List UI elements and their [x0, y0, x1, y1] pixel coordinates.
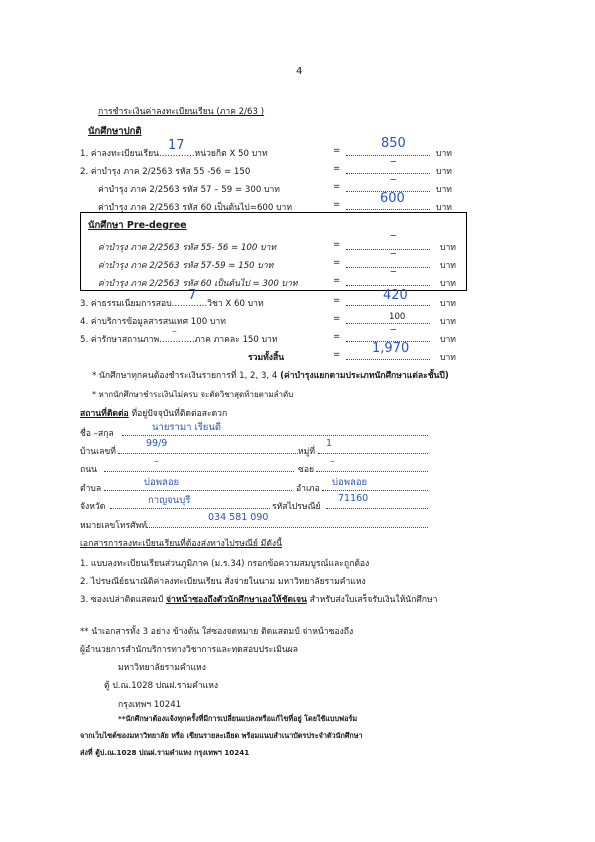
postcode-label: รหัสไปรษณีย์ [272, 502, 321, 512]
road-line[interactable] [104, 462, 294, 472]
address-line: กรุงเทพฯ 10241 [118, 700, 182, 710]
equals-sign: = [333, 258, 341, 268]
road-value: – [154, 456, 159, 467]
fee-label: ค่าบำรุง ภาค 2/2563 รหัส 57 – 59 = 300 บาท [98, 185, 280, 195]
note-incomplete-payment: * หากนักศึกษาชำระเงินไม่ครบ จะตัดวิชาสุดท้ายตามลำดับ [92, 390, 294, 399]
province-label: จังหวัด [80, 502, 106, 512]
phone-line[interactable] [146, 518, 428, 528]
fee-label: 4. ค่าบริการข้อมูลสารสนเทศ 100 บาท [80, 317, 226, 327]
road-label: ถนน [80, 465, 97, 475]
mail-doc-item-3 [80, 592, 438, 606]
address-line: มหาวิทยาลัยรามคำแหง [118, 663, 206, 673]
province-value: กาญจนบุรี [148, 495, 191, 506]
handwritten-total: 1,970 [372, 341, 410, 356]
equals-sign: = [333, 146, 341, 156]
contact-heading: สถานที่ติดต่อ [80, 409, 129, 419]
fee-label: 5. ค่ารักษาสถานภาพ.............ภาค ภาคละ 150 บาท [80, 335, 278, 345]
footnote-line: จากเว็บไซต์ของมหาวิทยาลัย หรือ เขียนรายละเอียด พร้อมแนบสำเนาบัตรประจำตัวนักศึกษา [80, 731, 363, 740]
amphoe-label: อำเภอ [296, 484, 320, 494]
send-note-2: ผู้อำนวยการสำนักบริการทางวิชาการและทดสอบประเมินผล [80, 645, 299, 655]
equals-sign: = [333, 240, 341, 250]
handwritten-qty: 17 [168, 138, 185, 153]
phone-label: หมายเลขโทรศัพท์ [80, 521, 147, 531]
total-label: รวมทั้งสิ้น [248, 353, 285, 363]
unit-label: บาท [440, 317, 456, 327]
fee-label: 1. ค่าลงทะเบียนเรียน.............หน่วยกิต X 50 บาท [80, 149, 268, 159]
house-line[interactable] [118, 444, 298, 454]
mail-doc-item: 2. ไปรษณีย์ธนาณัติค่าลงทะเบียนเรียน สั่งจ่ายในนาม มหาวิทยาลัยรามคำแหง [80, 577, 366, 587]
phone-value: 034 581 090 [208, 512, 269, 523]
note-text: * นักศึกษาทุกคนต้องชำระเงินรายการที่ 1, 2, 3, 4 [92, 371, 281, 381]
amphoe-value: บ่อพลอย [332, 477, 368, 488]
equals-sign: = [333, 276, 341, 286]
tambon-line[interactable] [104, 481, 292, 491]
handwritten-amount: – [390, 228, 397, 243]
section-predegree-heading: นักศึกษา Pre-degree [88, 220, 187, 231]
handwritten-amount: – [390, 322, 397, 337]
tambon-value: บ่อพลอย [144, 477, 180, 488]
handwritten-amount: 420 [383, 288, 408, 303]
address-line: ตู้ ป.ณ.1028 ปณฝ.รามคำแหง [104, 681, 219, 691]
section-regular-heading: นักศึกษาปกติ [88, 126, 142, 137]
send-note-1: ** นำเอกสารทั้ง 3 อย่าง ข้างต้น ใส่ซองจดหมาย ติดแสตมป์ จ่าหน้าซองถึง [80, 627, 354, 637]
equals-sign: = [333, 314, 341, 324]
soi-label: ซอย [298, 465, 315, 475]
note-bold-text: (ค่าบำรุงแยกตามประเภทนักศึกษาแต่ละชั้นปี) [280, 371, 449, 381]
fill-line [346, 240, 430, 250]
unit-label: บาท [436, 149, 452, 159]
page-title: การชำระเงินค่าลงทะเบียนเรียน (ภาค 2/63 ) [98, 107, 265, 117]
fee-label: 2. ค่าบำรุง ภาค 2/2563 รหัส 55 -56 = 150 [80, 167, 251, 177]
unit-label: บาท [440, 279, 456, 289]
house-value: 99/9 [146, 438, 168, 449]
fill-line [346, 258, 430, 268]
unit-label: บาท [436, 203, 452, 213]
handwritten-amount: – [390, 154, 397, 169]
equals-sign: = [333, 182, 341, 192]
moo-label: หมู่ที่ [298, 447, 315, 457]
printed-amount: 100 [389, 312, 406, 322]
fill-line [346, 276, 430, 286]
handwritten-amount: 600 [380, 191, 405, 206]
equals-sign: = [333, 200, 341, 210]
equals-sign: = [333, 350, 341, 360]
unit-label: บาท [436, 185, 452, 195]
note-payment-items [92, 368, 449, 382]
equals-sign: = [333, 164, 341, 174]
handwritten-amount: – [390, 172, 397, 187]
contact-heading-row [80, 406, 227, 420]
mail-docs-heading: เอกสารการลงทะเบียนเรียนที่ต้องส่งทางไปรษณีย์ มีดังนี้ [80, 539, 282, 549]
moo-value: 1 [326, 438, 333, 449]
house-label: บ้านเลขที่ [80, 447, 116, 457]
fee-label: ค่าบำรุง ภาค 2/2563 รหัส 60 เป็นต้นไป = 300 บาท [98, 279, 298, 289]
equals-sign: = [333, 296, 341, 306]
handwritten-qty: 7 [188, 288, 197, 303]
unit-label: บาท [440, 335, 456, 345]
tambon-label: ตำบล [80, 484, 102, 494]
unit-label: บาท [440, 261, 456, 271]
name-value: นายรามา เรียนดี [152, 422, 222, 433]
postcode-value: 71160 [338, 493, 369, 504]
footnote-line: ส่งที่ ตู้ป.ณ.1028 ปณฝ.รามคำแหง กรุงเทพฯ 10241 [80, 748, 250, 757]
fill-line [346, 164, 430, 174]
fee-label: 3. ค่าธรรมเนียมการสอบ.............วิชา X 60 บาท [80, 299, 264, 309]
mail-doc-3-suffix: สำหรับส่งใบเสร็จรับเงินให้นักศึกษา [306, 595, 438, 605]
contact-heading-suffix: ที่อยู่ปัจจุบันที่ติดต่อสะดวก [128, 409, 228, 419]
handwritten-qty: – [172, 326, 177, 337]
mail-doc-item: 1. แบบลงทะเบียนเรียนส่วนภูมิภาค (ม.ร.34) กรอกข้อความสมบูรณ์และถูกต้อง [80, 559, 370, 569]
handwritten-amount: – [390, 264, 397, 279]
unit-label: บาท [440, 299, 456, 309]
name-label: ชื่อ –สกุล [80, 429, 114, 439]
mail-doc-3-prefix: 3. ซองเปล่าติดแสตมป์ [80, 595, 166, 605]
fee-label: ค่าบำรุง ภาค 2/2563 รหัส 57-59 = 150 บาท [98, 261, 274, 271]
equals-sign: = [333, 332, 341, 342]
moo-line[interactable] [318, 444, 428, 454]
handwritten-amount: 850 [381, 136, 406, 151]
mail-doc-3-bold: จ่าหน้าซองถึงตัวนักศึกษาเองให้ชัดเจน [165, 595, 307, 605]
footnote-line: **นักศึกษาต้องแจ้งทุกครั้งที่มีการเปลี่ยนแปลงหรือแก้ไขที่อยู่ โดยใช้แบบฟอร์ม [118, 714, 358, 723]
fee-label: ค่าบำรุง ภาค 2/2563 รหัส 55- 56 = 100 บาท [98, 243, 277, 253]
unit-label: บาท [440, 243, 456, 253]
unit-label: บาท [440, 353, 456, 363]
unit-label: บาท [436, 167, 452, 177]
page-number: 4 [296, 66, 303, 77]
handwritten-amount: – [390, 246, 397, 261]
fee-label: ค่าบำรุง ภาค 2/2563 รหัส 60 เป็นต้นไป=600 บาท [98, 203, 293, 213]
soi-value: – [330, 456, 335, 467]
